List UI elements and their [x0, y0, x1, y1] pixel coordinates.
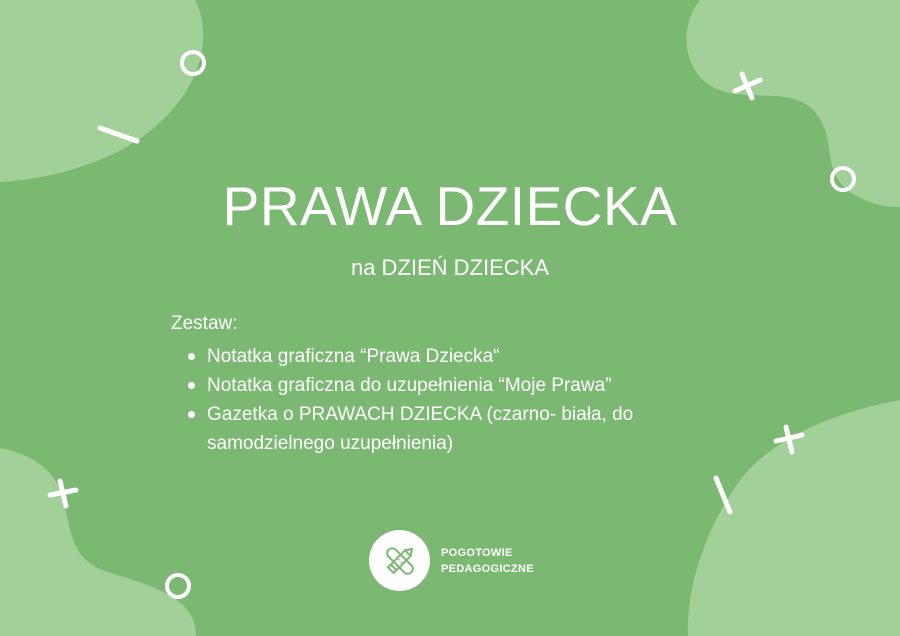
list-item — [186, 400, 746, 458]
ring-icon — [167, 575, 189, 597]
list-item-text: Gazetka o PRAWACH DZIECKA (czarno- biała, do samodzielnego uzupełnienia) — [207, 404, 634, 454]
bullet-icon — [188, 411, 195, 418]
blob-top-left — [0, 0, 203, 182]
logo-badge — [369, 530, 430, 591]
list-item-text: Notatka graficzna do uzupełnienia “Moje Prawa” — [207, 375, 612, 396]
brand-logo — [369, 530, 534, 591]
list-item-text: Notatka graficzna “Prawa Dziecka“ — [207, 346, 500, 367]
pencil-bandage-icon — [378, 539, 422, 583]
logo-line-2: PEDAGOGICZNE — [441, 562, 534, 575]
list-item — [186, 371, 746, 400]
set-heading: Zestaw: — [171, 313, 238, 334]
set-items-list — [186, 342, 746, 458]
logo-wordmark — [441, 545, 534, 577]
poster-subtitle: na DZIEŃ DZIECKA — [350, 255, 550, 280]
bullet-icon — [188, 353, 195, 360]
blob-bottom-left — [0, 448, 196, 636]
list-item — [186, 342, 746, 371]
bullet-icon — [188, 382, 195, 389]
poster-title: PRAWA DZIECKA — [222, 175, 678, 237]
logo-line-1: POGOTOWIE — [441, 546, 513, 559]
